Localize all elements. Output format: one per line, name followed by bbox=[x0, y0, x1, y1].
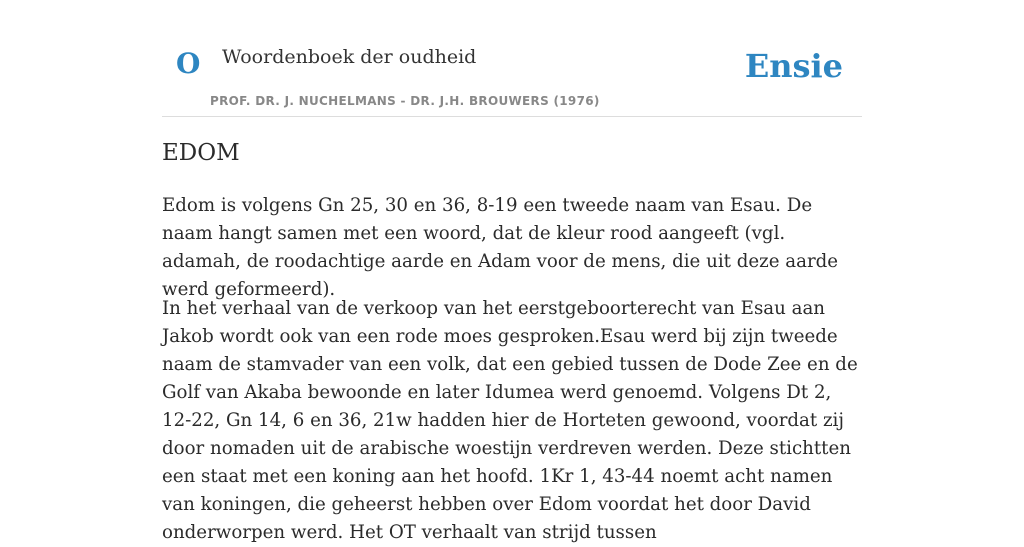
dictionary-title-link[interactable]: Woordenboek der oudheid bbox=[222, 46, 477, 68]
header bbox=[162, 0, 862, 117]
entry-paragraph: Edom is volgens Gn 25, 30 en 36, 8-19 een tweede naam van Esau. De naam hangt samen met een woord, dat de kleur rood aangeeft (vgl. adamah, de roodachtige aarde en Adam voor de mens, die uit deze aarde werd geformeerd). bbox=[162, 195, 839, 300]
entry-paragraph: In het verhaal van de verkoop van het eerstgeboorterecht van Esau aan Jakob wordt ook van een rode moes gesproken.Esau werd bij zijn tweede naam de stamvader van een volk, dat een gebied tussen de Dode Zee en de Golf van Akaba bewoonde en later Idumea werd genoemd. Volgens Dt 2, 12-22, Gn 14, 6 en 36, 21w hadden hier de Horteten gewoond, voordat zij door nomaden uit de arabische woestijn verdreven werden. Deze stichtten een staat met een koning aan het hoofd. 1Kr 1, 43-44 noemt acht namen van koningen, die geheerst hebben over Edom voordat het door David onderworpen werd. Het OT verhaalt van strijd tussen bbox=[162, 298, 858, 543]
dictionary-letter[interactable]: O bbox=[176, 47, 201, 80]
ensie-logo[interactable]: Ensie bbox=[744, 47, 843, 85]
dictionary-authors: PROF. DR. J. NUCHELMANS - DR. J.H. BROUWERS (1976) bbox=[210, 94, 600, 108]
page bbox=[162, 0, 862, 543]
entry-title: EDOM bbox=[162, 140, 240, 166]
